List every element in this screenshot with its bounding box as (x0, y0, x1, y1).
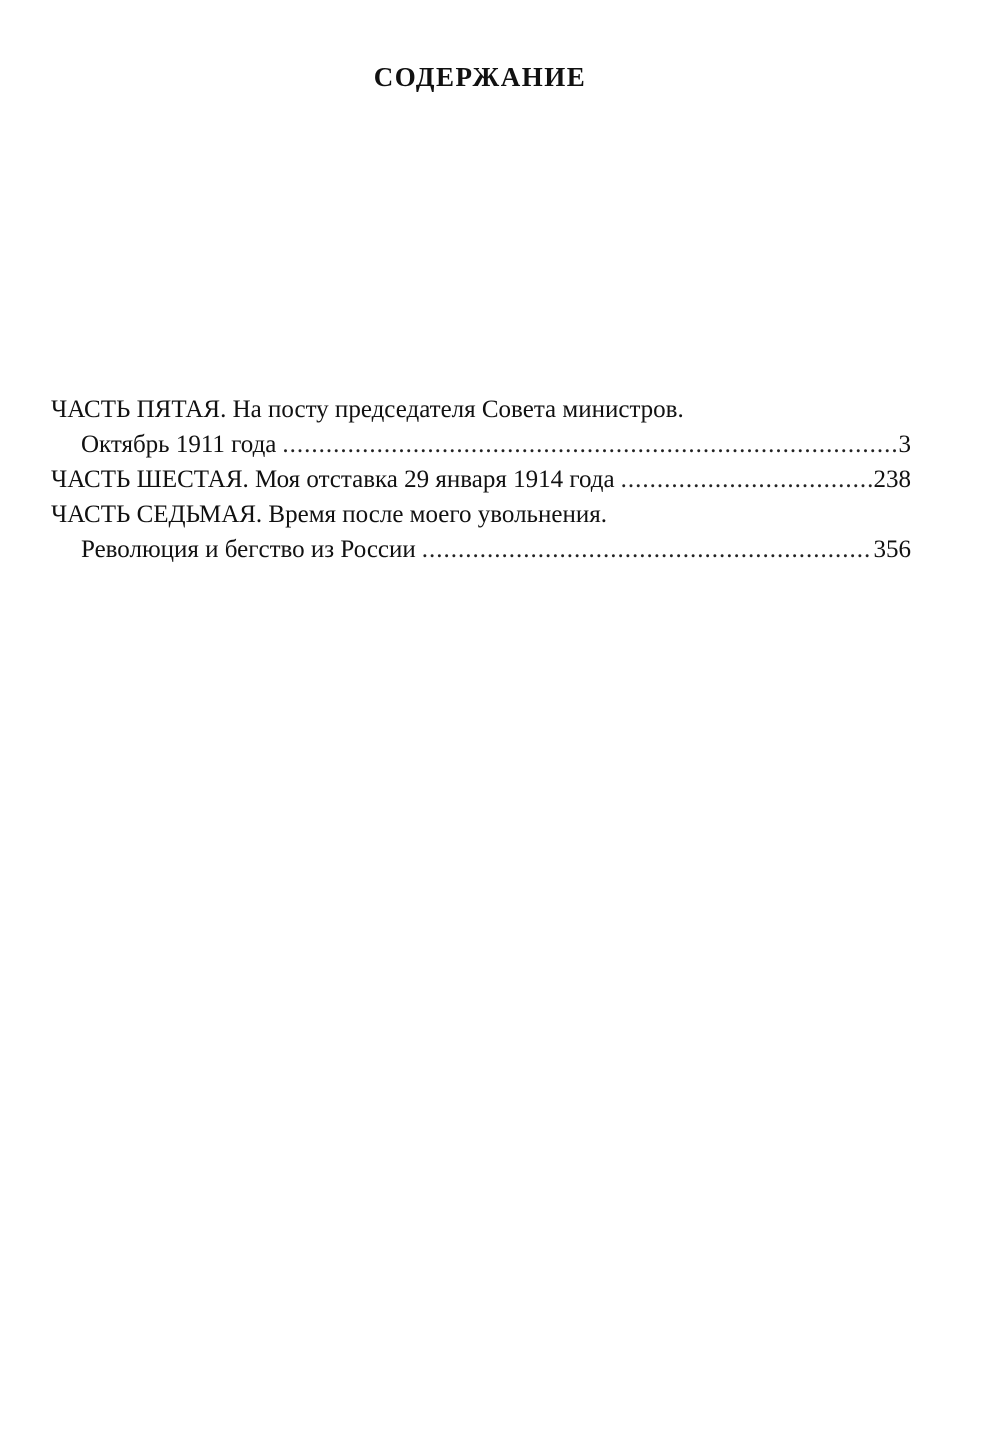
toc-entry-part-six (51, 462, 911, 497)
toc-entry-heading-line (51, 497, 911, 532)
toc-entry-heading: ЧАСТЬ СЕДЬМАЯ. Время после моего увольнения. (51, 501, 607, 528)
toc-entry-subtitle: Октябрь 1911 года (81, 431, 277, 458)
page-title: СОДЕРЖАНИЕ (373, 62, 587, 92)
toc-entry-heading: ЧАСТЬ ШЕСТАЯ. Моя отставка 29 января 1914 года (51, 466, 615, 493)
toc-entry-subtitle-line (51, 427, 911, 462)
toc-page-number: 356 (873, 536, 911, 563)
toc-page-number: 3 (898, 431, 911, 458)
toc-entry-part-five (51, 392, 911, 462)
toc-entry-part-seven (51, 497, 911, 567)
dot-leader (282, 427, 896, 462)
toc-entry-subtitle-line (51, 532, 911, 567)
toc-page-number: 238 (873, 466, 911, 493)
toc-entry-heading-line (51, 392, 911, 427)
table-of-contents (51, 392, 911, 567)
toc-entry-subtitle: Революция и бегство из России (81, 536, 416, 563)
dot-leader (621, 462, 872, 497)
toc-entry-heading: ЧАСТЬ ПЯТАЯ. На посту председателя Совета министров. (51, 396, 684, 423)
dot-leader (422, 532, 872, 567)
toc-entry-heading-line (51, 462, 911, 497)
